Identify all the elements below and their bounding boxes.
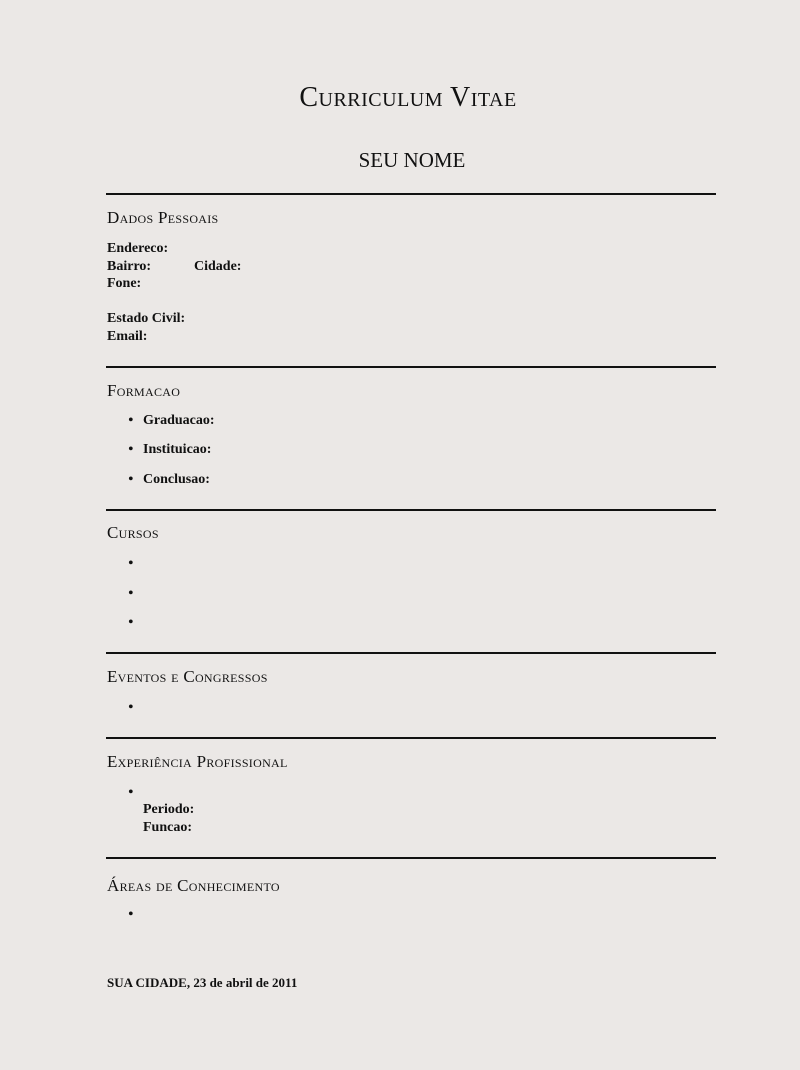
label-conclusao: Conclusao: bbox=[143, 472, 210, 487]
document-title: Curriculum Vitae bbox=[299, 82, 517, 113]
heading-cursos: Cursos bbox=[107, 523, 159, 542]
label-cidade: Cidade: bbox=[194, 259, 242, 274]
section-divider bbox=[106, 652, 716, 654]
bullet-icon: • bbox=[128, 784, 134, 801]
bullet-icon: • bbox=[128, 555, 134, 572]
label-endereco: Endereco: bbox=[107, 241, 169, 256]
heading-areas: Áreas de Conhecimento bbox=[107, 876, 280, 895]
section-divider bbox=[106, 193, 716, 195]
name-heading: SEU NOME bbox=[358, 148, 466, 172]
heading-formacao: Formacao bbox=[107, 381, 181, 400]
bullet-icon: • bbox=[128, 471, 134, 488]
heading-eventos: Eventos e Congressos bbox=[107, 667, 268, 686]
label-bairro: Bairro: bbox=[107, 259, 152, 274]
section-divider bbox=[106, 509, 716, 511]
bullet-icon: • bbox=[128, 614, 134, 631]
label-fone: Fone: bbox=[107, 276, 142, 291]
label-estado-civil: Estado Civil: bbox=[107, 311, 186, 326]
bullet-icon: • bbox=[128, 699, 134, 716]
label-email: Email: bbox=[107, 329, 148, 344]
bullet-icon: • bbox=[128, 441, 134, 458]
label-periodo: Periodo: bbox=[143, 802, 195, 817]
label-funcao: Funcao: bbox=[143, 820, 192, 835]
place-date: SUA CIDADE, 23 de abril de 2011 bbox=[107, 975, 298, 990]
section-divider bbox=[106, 737, 716, 739]
section-divider bbox=[106, 857, 716, 859]
bullet-icon: • bbox=[128, 585, 134, 602]
heading-dados-pessoais: Dados Pessoais bbox=[107, 208, 219, 227]
section-divider bbox=[106, 366, 716, 368]
label-instituicao: Instituicao: bbox=[143, 442, 212, 457]
bullet-icon: • bbox=[128, 906, 134, 923]
heading-experiencia: Experiência Profissional bbox=[107, 752, 288, 771]
label-graduacao: Graduacao: bbox=[143, 413, 215, 428]
bullet-icon: • bbox=[128, 412, 134, 429]
